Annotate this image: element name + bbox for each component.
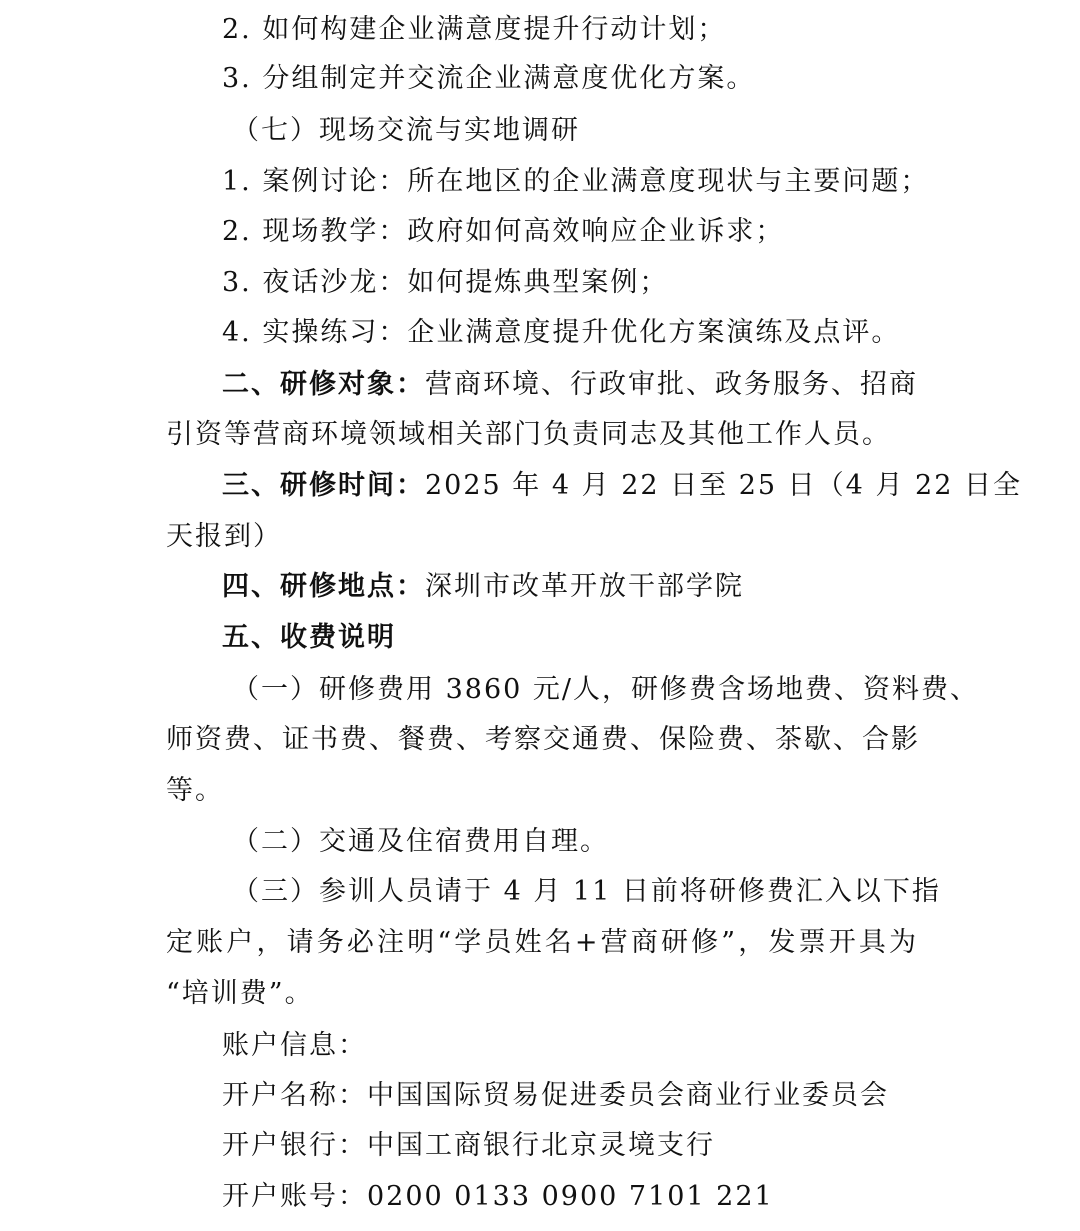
target-audience-line-2: 引资等营商环境领域相关部门负责同志及其他工作人员。 — [166, 419, 891, 450]
fee-item-2: （二）交通及住宿费用自理。 — [232, 826, 609, 857]
fee-item-1-line-3: 等。 — [166, 775, 224, 806]
field-item-1: 1. 案例讨论：所在地区的企业满意度现状与主要问题； — [222, 166, 930, 197]
section-seven-heading: （七）现场交流与实地调研 — [232, 115, 580, 146]
fee-item-3-line-1: （三）参训人员请于 4 月 11 日前将研修费汇入以下指 — [232, 876, 941, 907]
study-location-heading: 四、研修地点： — [222, 571, 425, 602]
fee-item-3-line-3: “培训费”。 — [166, 978, 314, 1009]
account-info-title: 账户信息： — [222, 1030, 367, 1061]
fee-item-1-line-2: 师资费、证书费、餐费、考察交通费、保险费、茶歇、合影 — [166, 724, 920, 755]
account-number: 开户账号：0200 0133 0900 7101 221 — [222, 1181, 774, 1212]
study-time-line-1: 三、研修时间：2025 年 4 月 22 日至 25 日（4 月 22 日全 — [222, 470, 1022, 501]
fee-item-3-line-2: 定账户，请务必注明“学员姓名+营商研修”，发票开具为 — [166, 927, 918, 958]
account-bank: 开户银行：中国工商银行北京灵境支行 — [222, 1130, 715, 1161]
agenda-item-3: 3. 分组制定并交流企业满意度优化方案。 — [222, 63, 756, 94]
field-item-3: 3. 夜话沙龙：如何提炼典型案例； — [222, 267, 669, 298]
agenda-item-2: 2. 如何构建企业满意度提升行动计划； — [222, 14, 727, 45]
target-audience-line-1: 二、研修对象：营商环境、行政审批、政务服务、招商 — [222, 369, 918, 400]
fee-section-heading: 五、收费说明 — [222, 622, 396, 653]
field-item-4: 4. 实操练习：企业满意度提升优化方案演练及点评。 — [222, 317, 901, 348]
target-audience-heading: 二、研修对象： — [222, 369, 425, 400]
field-item-2: 2. 现场教学：政府如何高效响应企业诉求； — [222, 216, 785, 247]
account-name: 开户名称：中国国际贸易促进委员会商业行业委员会 — [222, 1080, 889, 1111]
fee-item-1-line-1: （一）研修费用 3860 元/人，研修费含场地费、资料费、 — [232, 674, 979, 705]
study-location-line: 四、研修地点：深圳市改革开放干部学院 — [222, 571, 744, 602]
study-time-heading: 三、研修时间： — [222, 470, 425, 501]
study-time-line-2: 天报到） — [166, 521, 282, 552]
